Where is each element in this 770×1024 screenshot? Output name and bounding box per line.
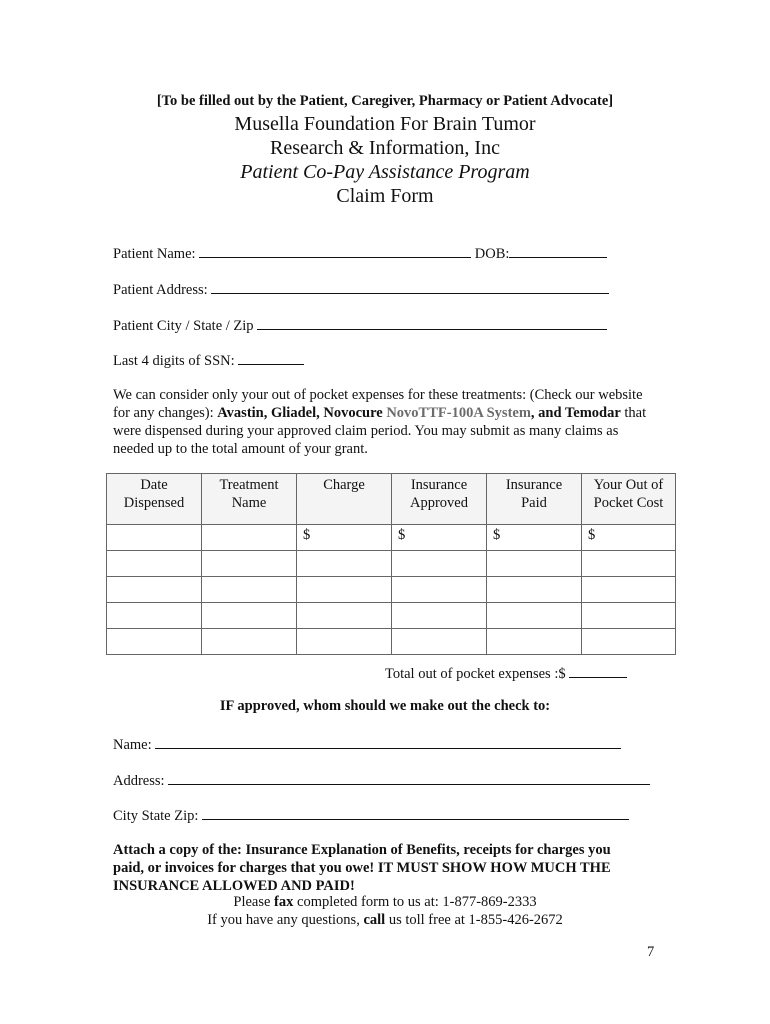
table-cell[interactable] — [107, 603, 202, 629]
table-cell[interactable] — [582, 603, 676, 629]
payee-name-field[interactable] — [155, 734, 621, 749]
table-row — [107, 629, 676, 655]
payee-city-row — [113, 805, 629, 825]
dob-label: DOB: — [474, 246, 510, 262]
table-cell[interactable]: $ — [582, 525, 676, 551]
table-cell[interactable] — [582, 629, 676, 655]
table-cell[interactable] — [392, 603, 487, 629]
table-row — [107, 603, 676, 629]
table-row — [107, 577, 676, 603]
ssn-field[interactable] — [238, 350, 304, 365]
table-cell[interactable] — [202, 525, 297, 551]
col-out-of-pocket: Your Out of Pocket Cost — [582, 474, 676, 525]
table-cell[interactable] — [392, 629, 487, 655]
table-cell[interactable] — [297, 629, 392, 655]
org-name-line1: Musella Foundation For Brain Tumor — [234, 113, 536, 135]
treatments-device: NovoTTF-100A System — [386, 405, 531, 421]
patient-city-label: Patient City / State / Zip — [113, 318, 254, 334]
payee-address-row — [113, 770, 650, 790]
table-cell[interactable] — [487, 577, 582, 603]
payee-city-field[interactable] — [202, 805, 629, 820]
program-title: Patient Co-Pay Assistance Program — [240, 161, 530, 183]
table-row — [107, 525, 676, 551]
ssn-label: Last 4 digits of SSN: — [113, 353, 235, 369]
treatments-paragraph — [113, 386, 658, 458]
table-cell[interactable] — [202, 603, 297, 629]
col-date-dispensed: Date Dispensed — [107, 474, 202, 525]
claims-table — [106, 473, 676, 655]
table-cell[interactable] — [297, 551, 392, 577]
form-title: Claim Form — [336, 185, 434, 207]
ssn-row — [113, 350, 304, 370]
total-label: Total out of pocket expenses :$ — [385, 666, 566, 682]
treatments-rest: that were dispensed during your approved claim period. You may submit as many claims as needed up to the total amount of your grant. — [113, 405, 647, 457]
total-field[interactable] — [569, 663, 627, 678]
attach-notice: Attach a copy of the: Insurance Explanation of Benefits, receipts for charges you paid, or invoices for charges that you owe! IT MUST SHOW HOW MUCH THE INSURANCE ALLOWED AND PAID! — [113, 842, 611, 894]
patient-city-field[interactable] — [257, 315, 607, 330]
payee-address-field[interactable] — [168, 770, 650, 785]
patient-address-row — [113, 279, 609, 299]
table-cell[interactable] — [107, 577, 202, 603]
col-insurance-approved: Insurance Approved — [392, 474, 487, 525]
dob-field[interactable] — [509, 243, 607, 258]
payee-name-row — [113, 734, 621, 754]
table-cell[interactable] — [487, 629, 582, 655]
table-cell[interactable]: $ — [487, 525, 582, 551]
table-cell[interactable] — [582, 551, 676, 577]
call-line: If you have any questions, call us toll free at 1-855-426-2672 — [207, 912, 563, 928]
table-cell[interactable] — [392, 551, 487, 577]
table-cell[interactable] — [297, 577, 392, 603]
treatments-drugs-2: , and Temodar — [530, 405, 621, 421]
table-row — [107, 551, 676, 577]
table-cell[interactable] — [582, 577, 676, 603]
fax-line: Please fax completed form to us at: 1-877-869-2333 — [233, 894, 537, 910]
col-insurance-paid: Insurance Paid — [487, 474, 582, 525]
table-cell[interactable] — [297, 603, 392, 629]
payee-name-label: Name: — [113, 737, 152, 753]
treatments-drugs-1: Avastin, Gliadel, Novocure — [217, 405, 383, 421]
table-cell[interactable] — [107, 525, 202, 551]
table-cell[interactable] — [487, 551, 582, 577]
patient-name-row — [113, 243, 607, 263]
claims-header-row — [107, 474, 676, 525]
col-charge: Charge — [297, 474, 392, 525]
check-heading: IF approved, whom should we make out the check to: — [219, 698, 551, 714]
payee-address-label: Address: — [113, 773, 165, 789]
patient-address-label: Patient Address: — [113, 282, 208, 298]
table-cell[interactable] — [202, 629, 297, 655]
total-row — [385, 663, 627, 683]
page-number: 7 — [647, 944, 655, 960]
table-cell[interactable] — [107, 551, 202, 577]
table-cell[interactable] — [392, 577, 487, 603]
form-instruction: [To be filled out by the Patient, Caregiver, Pharmacy or Patient Advocate] — [156, 93, 614, 109]
col-treatment-name: Treatment Name — [202, 474, 297, 525]
patient-name-field[interactable] — [199, 243, 471, 258]
org-name-line2: Research & Information, Inc — [270, 137, 500, 159]
table-cell[interactable] — [202, 551, 297, 577]
table-cell[interactable] — [202, 577, 297, 603]
table-cell[interactable]: $ — [392, 525, 487, 551]
patient-name-label: Patient Name: — [113, 246, 196, 262]
table-cell[interactable] — [487, 603, 582, 629]
table-cell[interactable] — [107, 629, 202, 655]
treatments-intro: We can consider only your out of pocket expenses for these treatments: (Check our website for any changes): — [113, 387, 643, 421]
patient-city-row — [113, 315, 607, 335]
payee-city-label: City State Zip: — [113, 808, 199, 824]
patient-address-field[interactable] — [211, 279, 609, 294]
table-cell[interactable]: $ — [297, 525, 392, 551]
